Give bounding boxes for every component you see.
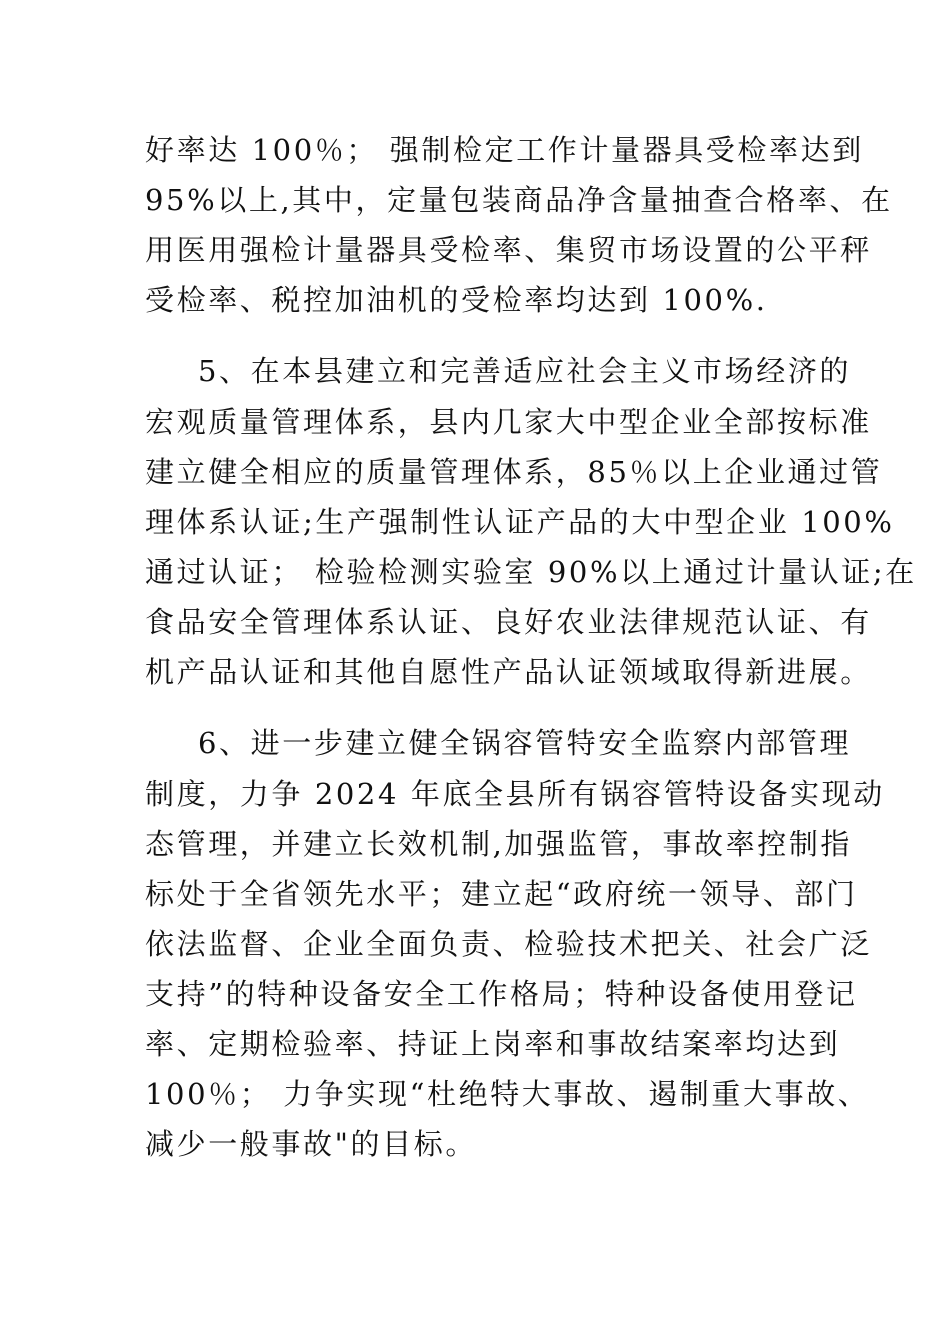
text-line: 6、进一步建立健全锅容管特安全监察内部管理 (198, 726, 852, 760)
text-line: 100％； 力争实现“杜绝特大事故、遏制重大事故、 (145, 1077, 870, 1111)
text-line: 宏观质量管理体系，县内几家大中型企业全部按标准 (145, 405, 872, 439)
text-line: 理体系认证;生产强制性认证产品的大中型企业 100% (145, 505, 895, 539)
text-line: 95%以上,其中，定量包装商品净含量抽查合格率、在 (145, 183, 893, 217)
text-line: 通过认证； 检验检测实验室 90%以上通过计量认证;在 (145, 555, 917, 589)
text-line: 受检率、税控加油机的受检率均达到 100%. (145, 283, 768, 317)
text-line: 建立健全相应的质量管理体系，85％以上企业通过管 (145, 455, 883, 489)
text-line: 减少一般事故"的目标。 (145, 1127, 477, 1161)
text-line: 5、在本县建立和完善适应社会主义市场经济的 (198, 354, 852, 388)
text-line: 用医用强检计量器具受检率、集贸市场设置的公平秤 (145, 233, 872, 267)
text-line: 依法监督、企业全面负责、检验技术把关、社会广泛 (145, 927, 872, 961)
text-line: 支持”的特种设备安全工作格局；特种设备使用登记 (145, 977, 858, 1011)
text-line: 标处于全省领先水平；建立起“政府统一领导、部门 (145, 877, 858, 911)
text-line: 机产品认证和其他自愿性产品认证领域取得新进展。 (145, 655, 872, 689)
text-line: 率、定期检验率、持证上岗率和事故结案率均达到 (145, 1027, 841, 1061)
text-line: 态管理，并建立长效机制,加强监管，事故率控制指 (145, 827, 853, 861)
text-line: 食品安全管理体系认证、良好农业法律规范认证、有 (145, 605, 872, 639)
text-line: 制度，力争 2024 年底全县所有锅容管特设备实现动 (145, 777, 885, 811)
text-line: 好率达 100％； 强制检定工作计量器具受检率达到 (145, 133, 864, 167)
